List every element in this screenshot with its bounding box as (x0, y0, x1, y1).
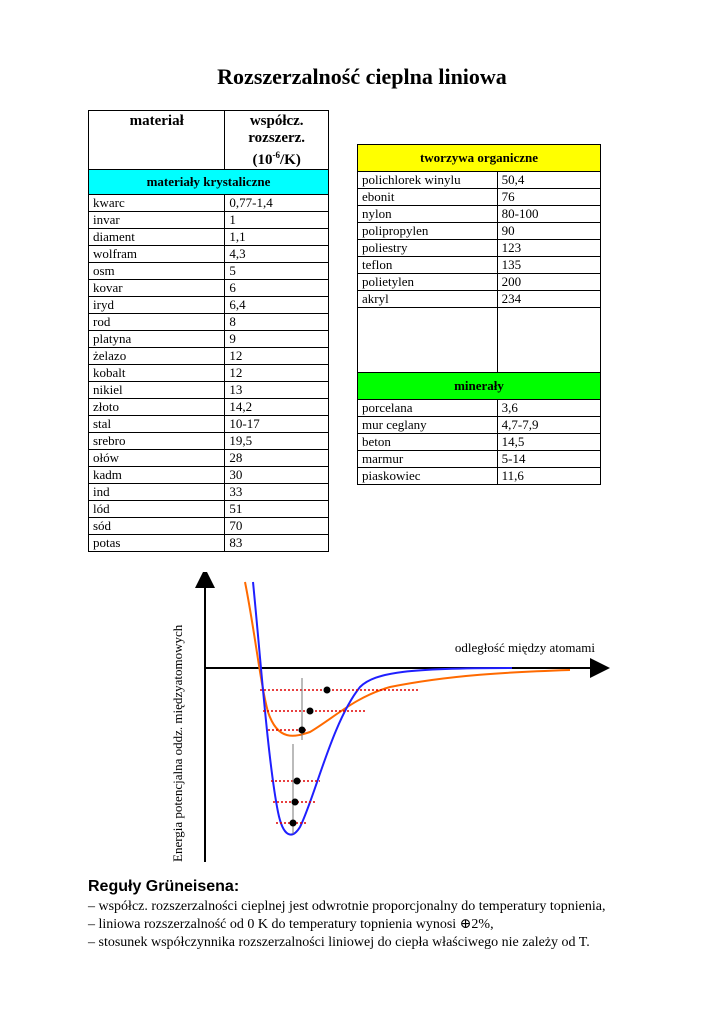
material-name: diament (89, 229, 225, 246)
rules-heading: Reguły Grüneisena: (88, 878, 240, 895)
energy-levels (260, 690, 420, 823)
mineral-name: porcelana (358, 400, 498, 417)
organic-value: 76 (497, 189, 600, 206)
material-row (89, 297, 329, 314)
blue-potential-curve (253, 582, 512, 835)
material-row (89, 501, 329, 518)
material-name: wolfram (89, 246, 225, 263)
material-name: srebro (89, 433, 225, 450)
y-axis-label: Energia potencjalna oddz. międzyatomowych (170, 624, 185, 862)
blue-dot-3 (294, 778, 301, 785)
orange-potential-curve (245, 582, 570, 736)
material-value: 13 (225, 382, 329, 399)
material-name: kwarc (89, 195, 225, 212)
material-name: platyna (89, 331, 225, 348)
organic-row (358, 291, 601, 308)
material-value: 9 (225, 331, 329, 348)
potential-energy-diagram (160, 572, 610, 872)
material-row (89, 382, 329, 399)
material-row (89, 416, 329, 433)
organic-name: polietylen (358, 274, 498, 291)
material-name: osm (89, 263, 225, 280)
organic-value: 123 (497, 240, 600, 257)
material-name: invar (89, 212, 225, 229)
material-value: 0,77-1,4 (225, 195, 329, 212)
material-row (89, 484, 329, 501)
organic-row (358, 274, 601, 291)
header-coefficient (225, 111, 329, 170)
material-value: 30 (225, 467, 329, 484)
material-value: 28 (225, 450, 329, 467)
material-row (89, 535, 329, 552)
rule-item-1: – współcz. rozszerzalności cieplnej jest odwrotnie proporcjonalny do temperatury topnienia, (88, 899, 606, 914)
material-name: rod (89, 314, 225, 331)
blue-dot-2 (292, 799, 299, 806)
mineral-value: 11,6 (497, 468, 600, 485)
material-value: 12 (225, 365, 329, 382)
material-row (89, 212, 329, 229)
material-value: 6 (225, 280, 329, 297)
organic-name: akryl (358, 291, 498, 308)
material-name: sód (89, 518, 225, 535)
material-row (89, 229, 329, 246)
material-row (89, 246, 329, 263)
empty-cell (358, 308, 498, 373)
empty-cell (497, 308, 600, 373)
mineral-name: marmur (358, 451, 498, 468)
material-value: 33 (225, 484, 329, 501)
organic-name: polipropylen (358, 223, 498, 240)
organic-row (358, 206, 601, 223)
material-value: 70 (225, 518, 329, 535)
material-row (89, 348, 329, 365)
material-name: złoto (89, 399, 225, 416)
material-value: 5 (225, 263, 329, 280)
header-coeff-line-2: rozszerz. (248, 130, 306, 146)
material-row (89, 314, 329, 331)
empty-row (358, 308, 601, 373)
material-row (89, 331, 329, 348)
material-name: potas (89, 535, 225, 552)
organic-value: 200 (497, 274, 600, 291)
header-coeff-line-1: współcz. (249, 113, 304, 129)
material-name: ołów (89, 450, 225, 467)
material-value: 12 (225, 348, 329, 365)
material-name: nikiel (89, 382, 225, 399)
orange-dot-3 (324, 687, 331, 694)
material-value: 14,2 (225, 399, 329, 416)
organic-name: teflon (358, 257, 498, 274)
material-name: iryd (89, 297, 225, 314)
material-value: 83 (225, 535, 329, 552)
material-row (89, 399, 329, 416)
material-row (89, 467, 329, 484)
section-organic: tworzywa organiczne (358, 145, 601, 172)
mineral-value: 14,5 (497, 434, 600, 451)
section-crystalline: materiały krystaliczne (89, 170, 329, 195)
organic-value: 135 (497, 257, 600, 274)
page-title: Rozszerzalność cieplna liniowa (217, 64, 507, 89)
mineral-row (358, 400, 601, 417)
organic-value: 90 (497, 223, 600, 240)
material-row (89, 518, 329, 535)
organic-name: poliestry (358, 240, 498, 257)
organic-row (358, 257, 601, 274)
material-name: kovar (89, 280, 225, 297)
material-name: stal (89, 416, 225, 433)
organic-value: 50,4 (497, 172, 600, 189)
orange-dot-1 (299, 727, 306, 734)
organic-row (358, 189, 601, 206)
organic-row (358, 223, 601, 240)
mean-position-dots (290, 687, 331, 827)
material-name: żelazo (89, 348, 225, 365)
organic-value: 234 (497, 291, 600, 308)
mineral-name: piaskowiec (358, 468, 498, 485)
material-name: ind (89, 484, 225, 501)
rule-item-3: – stosunek współczynnika rozszerzalności liniowej do ciepła właściwego nie zależy od T. (88, 935, 590, 950)
header-material: materiał (89, 111, 225, 170)
mineral-value: 4,7-7,9 (497, 417, 600, 434)
organic-name: nylon (358, 206, 498, 223)
x-axis-label: odległość między atomami (454, 640, 595, 655)
mineral-name: mur ceglany (358, 417, 498, 434)
mineral-row (358, 434, 601, 451)
mineral-value: 3,6 (497, 400, 600, 417)
material-name: kobalt (89, 365, 225, 382)
organic-name: ebonit (358, 189, 498, 206)
mineral-row (358, 468, 601, 485)
crystalline-materials-table (88, 110, 329, 552)
section-minerals: minerały (358, 373, 601, 400)
material-row (89, 365, 329, 382)
material-value: 4,3 (225, 246, 329, 263)
gruneisen-rules (88, 878, 605, 952)
blue-dot-1 (290, 820, 297, 827)
material-value: 51 (225, 501, 329, 518)
material-value: 10-17 (225, 416, 329, 433)
material-value: 8 (225, 314, 329, 331)
material-row (89, 280, 329, 297)
organic-row (358, 172, 601, 189)
material-name: lód (89, 501, 225, 518)
material-value: 6,4 (225, 297, 329, 314)
organic-minerals-table (357, 144, 601, 485)
organic-row (358, 240, 601, 257)
material-value: 19,5 (225, 433, 329, 450)
mineral-row (358, 451, 601, 468)
material-value: 1 (225, 212, 329, 229)
mineral-row (358, 417, 601, 434)
material-row (89, 433, 329, 450)
material-row (89, 450, 329, 467)
orange-dot-2 (307, 708, 314, 715)
material-value: 1,1 (225, 229, 329, 246)
material-row (89, 263, 329, 280)
organic-value: 80-100 (497, 206, 600, 223)
material-name: kadm (89, 467, 225, 484)
mineral-name: beton (358, 434, 498, 451)
header-unit: $(10^{-6}/K)$ (252, 150, 301, 168)
mineral-value: 5-14 (497, 451, 600, 468)
organic-name: polichlorek winylu (358, 172, 498, 189)
material-row (89, 195, 329, 212)
rule-item-2: – liniowa rozszerzalność od 0 K do temperatury topnienia wynosi ⊕2%, (88, 917, 494, 932)
